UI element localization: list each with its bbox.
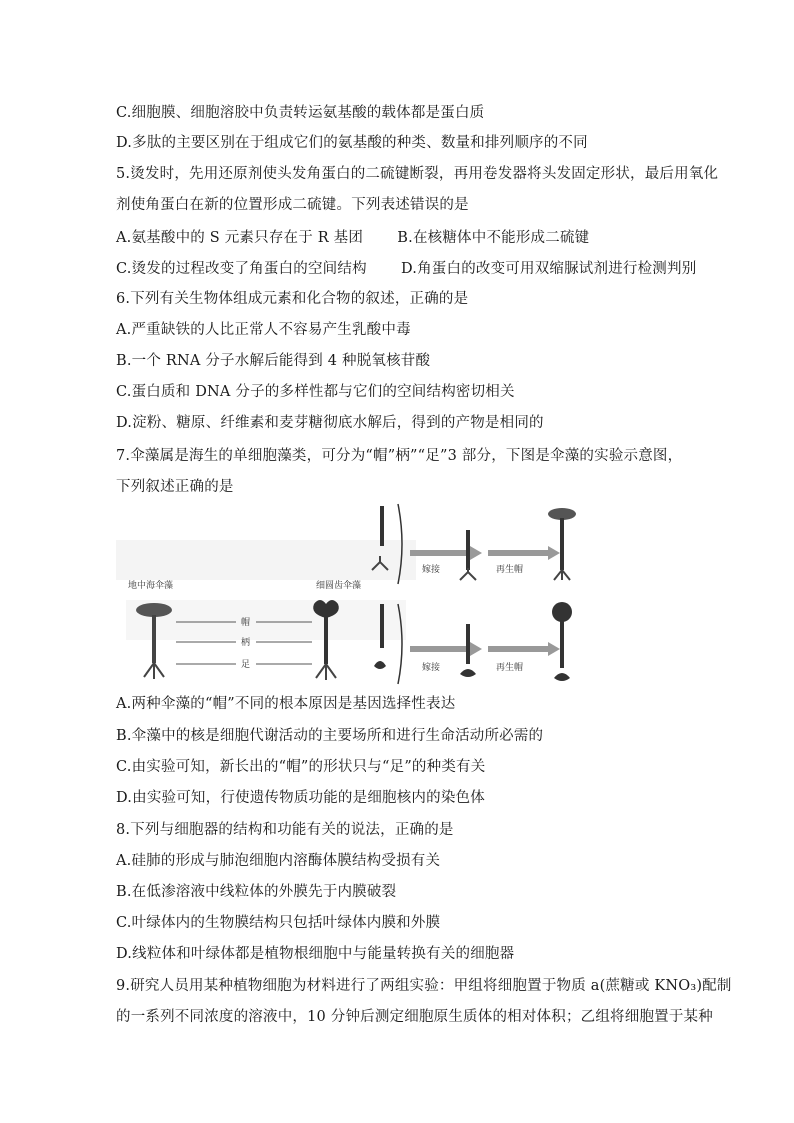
question-6-stem: 6.下列有关生物体组成元素和化合物的叙述，正确的是 xyxy=(116,291,469,307)
graft-label-bottom: 嫁接 xyxy=(422,663,441,673)
option-line: C.由实验可知，新长出的“帽”的形状只与“足”的种类有关 xyxy=(116,759,486,775)
left-species-label: 地中海伞藻 xyxy=(128,581,174,591)
option-line: C.蛋白质和 DNA 分子的多样性都与它们的空间结构密切相关 xyxy=(116,384,515,400)
text-line: C.细胞膜、细胞溶胶中负责转运氨基酸的载体都是蛋白质 xyxy=(116,105,485,121)
option-line: A.硅肺的形成与肺泡细胞内溶酶体膜结构受损有关 xyxy=(116,853,441,869)
part-stalk-label: 柄 xyxy=(241,638,251,648)
text-line: 下列叙述正确的是 xyxy=(116,479,234,495)
graft-label-top: 嫁接 xyxy=(422,565,441,575)
option-line: B.一个 RNA 分子水解后能得到 4 种脱氧核苷酸 xyxy=(116,353,431,369)
regen-label-top: 再生帽 xyxy=(496,565,524,575)
text-line: 剂使角蛋白在新的位置形成二硫键。下列表述错误的是 xyxy=(116,197,469,213)
question-5-stem: 5.烫发时，先用还原剂使头发角蛋白的二硫键断裂，再用卷发器将头发固定形状，最后用氧化 xyxy=(116,166,719,182)
acetabularia-grafting-diagram xyxy=(116,500,696,690)
text-line: 的一系列不同浓度的溶液中，10 分钟后测定细胞原生质体的相对体积；乙组将细胞置于某种 xyxy=(116,1009,713,1025)
text-line: D.多肽的主要区别在于组成它们的氨基酸的种类、数量和排列顺序的不同 xyxy=(116,135,588,151)
part-cap-label: 帽 xyxy=(241,618,251,628)
question-8-stem: 8.下列与细胞器的结构和功能有关的说法，正确的是 xyxy=(116,822,454,838)
option-line: B.在低渗溶液中线粒体的外膜先于内膜破裂 xyxy=(116,884,397,900)
option-line: B.伞藻中的核是细胞代谢活动的主要场所和进行生命活动所必需的 xyxy=(116,728,544,744)
option-line: D.线粒体和叶绿体都是植物根细胞中与能量转换有关的细胞器 xyxy=(116,946,515,962)
right-species-label: 细圆齿伞藻 xyxy=(316,581,362,591)
option-line: A.严重缺铁的人比正常人不容易产生乳酸中毒 xyxy=(116,322,411,338)
option-line: A.两种伞藻的“帽”不同的根本原因是基因选择性表达 xyxy=(116,696,456,712)
question-7-stem: 7.伞藻属是海生的单细胞藻类，可分为“帽”柄”“足”3 部分，下图是伞藻的实验示意图， xyxy=(116,448,683,464)
option-line: C.烫发的过程改变了角蛋白的空间结构 D.角蛋白的改变可用双缩脲试剂进行检测判别 xyxy=(116,261,697,277)
option-line: A.氨基酸中的 S 元素只存在于 R 基团 B.在核糖体中不能形成二硫键 xyxy=(116,230,590,246)
option-line: D.由实验可知，行使遗传物质功能的是细胞核内的染色体 xyxy=(116,790,485,806)
option-line: C.叶绿体内的生物膜结构只包括叶绿体内膜和外膜 xyxy=(116,915,441,931)
part-foot-label: 足 xyxy=(241,660,251,670)
question-9-stem: 9.研究人员用某种植物细胞为材料进行了两组实验：甲组将细胞置于物质 a(蔗糖或 KNO₃)配制 xyxy=(116,978,732,994)
regen-label-bottom: 再生帽 xyxy=(496,663,524,673)
option-line: D.淀粉、糖原、纤维素和麦芽糖彻底水解后，得到的产物是相同的 xyxy=(116,415,544,431)
left-alga xyxy=(136,603,172,679)
